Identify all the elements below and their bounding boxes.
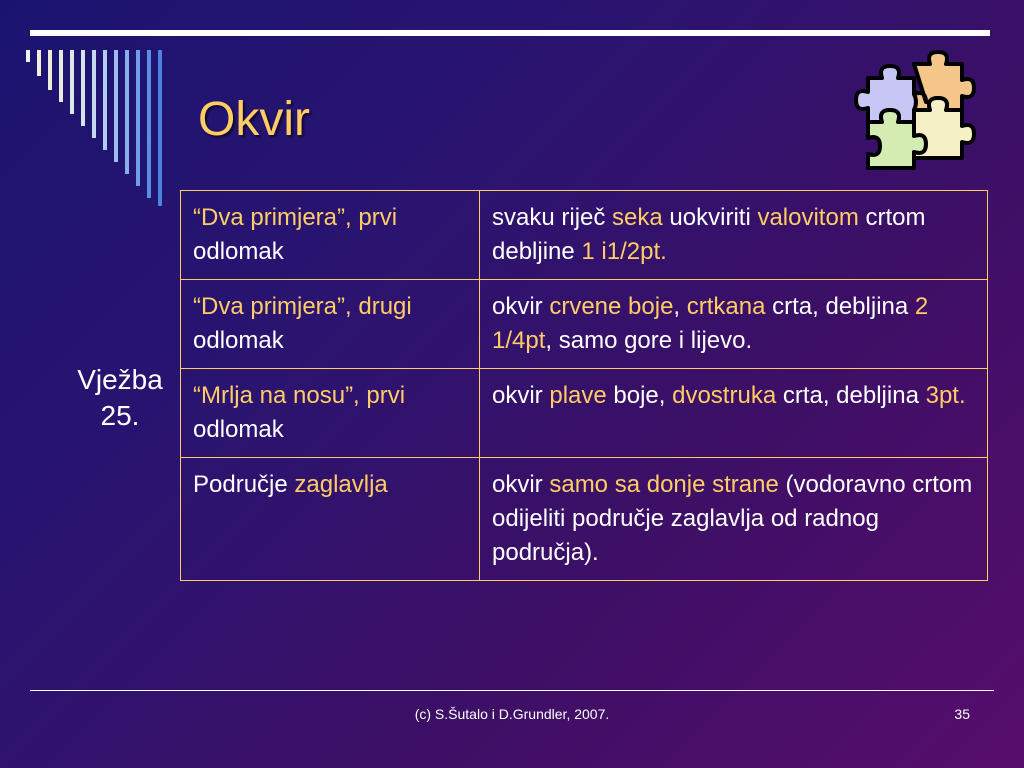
deco-bar xyxy=(103,50,107,150)
highlighted-text: “Dva primjera”, xyxy=(193,204,359,231)
cell-text: (vodoravno crtom odijeliti područje zaglavlja od radnog područja). xyxy=(492,471,973,566)
cell-text: , xyxy=(673,293,687,320)
table-cell-instruction xyxy=(480,280,988,369)
cell-text: odlomak xyxy=(193,416,284,443)
deco-bar xyxy=(37,50,41,76)
page-number: 35 xyxy=(954,706,970,722)
highlighted-text: valovitom xyxy=(757,204,859,231)
table-cell-instruction xyxy=(480,369,988,458)
table-row xyxy=(181,191,988,280)
cell-text: uokviriti xyxy=(662,204,758,231)
highlighted-text: zaglavlja xyxy=(294,471,388,498)
slide-title: Okvir xyxy=(198,93,310,146)
table-cell-instruction xyxy=(480,191,988,280)
deco-bar xyxy=(136,50,140,186)
deco-bar xyxy=(48,50,52,90)
deco-bar xyxy=(92,50,96,138)
puzzle-icon xyxy=(848,50,988,176)
cell-text: okvir xyxy=(492,382,550,409)
table-cell-target xyxy=(181,280,480,369)
highlighted-text: “Dva primjera”, xyxy=(193,293,359,320)
cell-text: odlomak xyxy=(193,238,284,265)
highlighted-text: dvostruka xyxy=(672,382,777,409)
highlighted-text: prvi xyxy=(358,204,398,231)
table-row xyxy=(181,280,988,369)
highlighted-text: 1 i1/2pt. xyxy=(581,238,667,265)
bottom-divider-line xyxy=(30,690,994,691)
table-cell-target xyxy=(181,191,480,280)
exercise-label: Vježba 25. xyxy=(77,364,163,431)
highlighted-text: crvene boje xyxy=(549,293,674,320)
highlighted-text: prvi xyxy=(366,382,406,409)
highlighted-text: seka xyxy=(612,204,663,231)
table-cell-target xyxy=(181,458,480,581)
cell-text: okvir xyxy=(492,471,550,498)
cell-text: odlomak xyxy=(193,327,284,354)
deco-bar xyxy=(26,50,30,62)
top-divider-line xyxy=(30,30,990,36)
cell-text: boje, xyxy=(606,382,673,409)
cell-text: okvir xyxy=(492,293,550,320)
cell-text: crta, debljina xyxy=(776,382,926,409)
highlighted-text: 2 1/4pt xyxy=(492,293,929,354)
deco-bar xyxy=(147,50,151,198)
deco-bar xyxy=(125,50,129,174)
cell-text: , samo gore i lijevo. xyxy=(545,327,753,354)
highlighted-text: drugi xyxy=(358,293,412,320)
deco-bar xyxy=(158,50,162,206)
deco-bar xyxy=(114,50,118,162)
cell-text: crtom debljine xyxy=(492,204,926,265)
deco-bar xyxy=(81,50,85,126)
cell-text: crta, debljina xyxy=(765,293,915,320)
cell-text: svaku riječ xyxy=(492,204,613,231)
table-cell-instruction xyxy=(480,458,988,581)
highlighted-text: crtkana xyxy=(686,293,766,320)
cell-text: Područje xyxy=(193,471,295,498)
highlighted-text: samo sa donje strane xyxy=(549,471,779,498)
footer-copyright: (c) S.Šutalo i D.Grundler, 2007. xyxy=(414,706,610,722)
instruction-table xyxy=(180,190,988,581)
deco-bar xyxy=(59,50,63,102)
decorative-bars xyxy=(26,50,176,210)
highlighted-text: plave xyxy=(549,382,607,409)
deco-bar xyxy=(70,50,74,114)
table-row xyxy=(181,369,988,458)
highlighted-text: “Mrlja na nosu”, xyxy=(193,382,367,409)
highlighted-text: 3pt. xyxy=(925,382,966,409)
table-cell-target xyxy=(181,369,480,458)
table-row xyxy=(181,458,988,581)
